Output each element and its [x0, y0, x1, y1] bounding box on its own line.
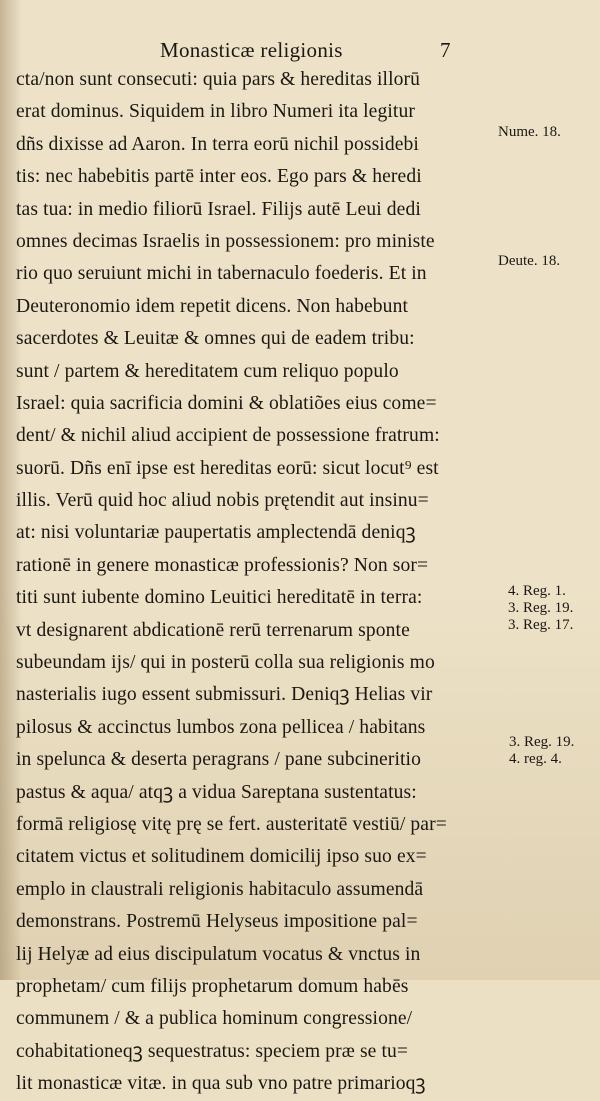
margin-note: Nume. 18.: [498, 124, 561, 140]
text-line: cohabitationeqꝫ sequestratus: speciem præ se tu=: [16, 1040, 409, 1062]
text-line: sacerdotes & Leuitæ & omnes qui de eadem tribu:: [16, 328, 415, 350]
text-line: pastus & aqua/ atqꝫ a vidua Sareptana sustentatus:: [16, 781, 417, 803]
margin-note: 3. Reg. 17.: [508, 617, 574, 633]
margin-note: 4. Reg. 1.: [508, 583, 566, 599]
text-line: subeundam ijs/ qui in posterū colla sua religionis mo: [16, 652, 435, 674]
text-line: at: nisi voluntariæ paupertatis amplectendā deniqꝫ: [16, 522, 416, 544]
page-number: 7: [440, 38, 451, 62]
text-line: in spelunca & deserta peragrans / pane subcineritio: [16, 749, 421, 771]
text-line: lij Helyæ ad eius discipulatum vocatus & vnctus in: [16, 943, 421, 965]
text-line: omnes decimas Israelis in possessionem: pro ministe: [16, 230, 435, 252]
body-text: [16, 64, 494, 1101]
text-line: citatem victus et solitudinem domicilij ipso suo ex=: [16, 846, 427, 868]
text-line: Deuteronomio idem repetit dicens. Non habebunt: [16, 295, 409, 317]
text-line: dent/ & nichil aliud accipient de possessione fratrum:: [16, 425, 440, 447]
text-line: suorū. Dñs enī ipse est hereditas eorū: sicut locut⁹ est: [16, 457, 439, 479]
text-line: demonstrans. Postremū Helyseus impositione pal=: [16, 911, 418, 933]
running-head: [160, 38, 460, 64]
text-line: erat dominus. Siquidem in libro Numeri ita legitur: [16, 101, 415, 123]
text-line: Israel: quia sacrificia domini & oblatiões eius come=: [16, 392, 437, 414]
text-line: illis. Verū quid hoc aliud nobis prętendit aut insinu=: [16, 490, 429, 512]
text-line: cta/non sunt consecuti: quia pars & hereditas illorū: [16, 69, 421, 90]
margin-note: 3. Reg. 19.: [508, 600, 574, 616]
text-line: tis: nec habebitis partē inter eos. Ego pars & heredi: [16, 166, 422, 188]
text-line: prophetam/ cum filijs prophetarum domum habēs: [16, 975, 409, 997]
text-line: communem / & a publica hominum congressione/: [16, 1008, 413, 1030]
text-line: tas tua: in medio filiorū Israel. Filijs autē Leui dedi: [16, 198, 421, 220]
text-line: dñs dixisse ad Aaron. In terra eorū nichil possidebi: [16, 133, 419, 155]
margin-note: 4. reg. 4.: [509, 751, 562, 767]
text-line: formā religiosę vitę prę se fert. austeritatē vestiū/ par=: [16, 813, 447, 835]
margin-note: 3. Reg. 19.: [509, 734, 575, 750]
margin-note: Deute. 18.: [498, 253, 561, 269]
text-line: rio quo seruiunt michi in tabernaculo foederis. Et in: [16, 263, 427, 285]
text-line: titi sunt iubente domino Leuitici hereditatē in terra:: [16, 587, 423, 609]
running-head-title: Monasticæ religionis: [160, 38, 343, 62]
text-line: sunt / partem & hereditatem cum reliquo populo: [16, 360, 399, 382]
text-line: nasterialis iugo essent submissuri. Deniqꝫ Helias vir: [16, 684, 433, 706]
text-line: rationē in genere monasticæ professionis? Non sor=: [16, 554, 429, 576]
text-line: pilosus & accinctus lumbos zona pellicea / habitans: [16, 716, 426, 738]
text-line: vt designarent abdicationē rerū terrenarum sponte: [16, 619, 410, 641]
text-line: lit monasticæ vitæ. in qua sub vno patre primarioqꝫ: [16, 1073, 426, 1095]
text-line: emplo in claustrali religionis habitaculo assumendā: [16, 878, 424, 900]
